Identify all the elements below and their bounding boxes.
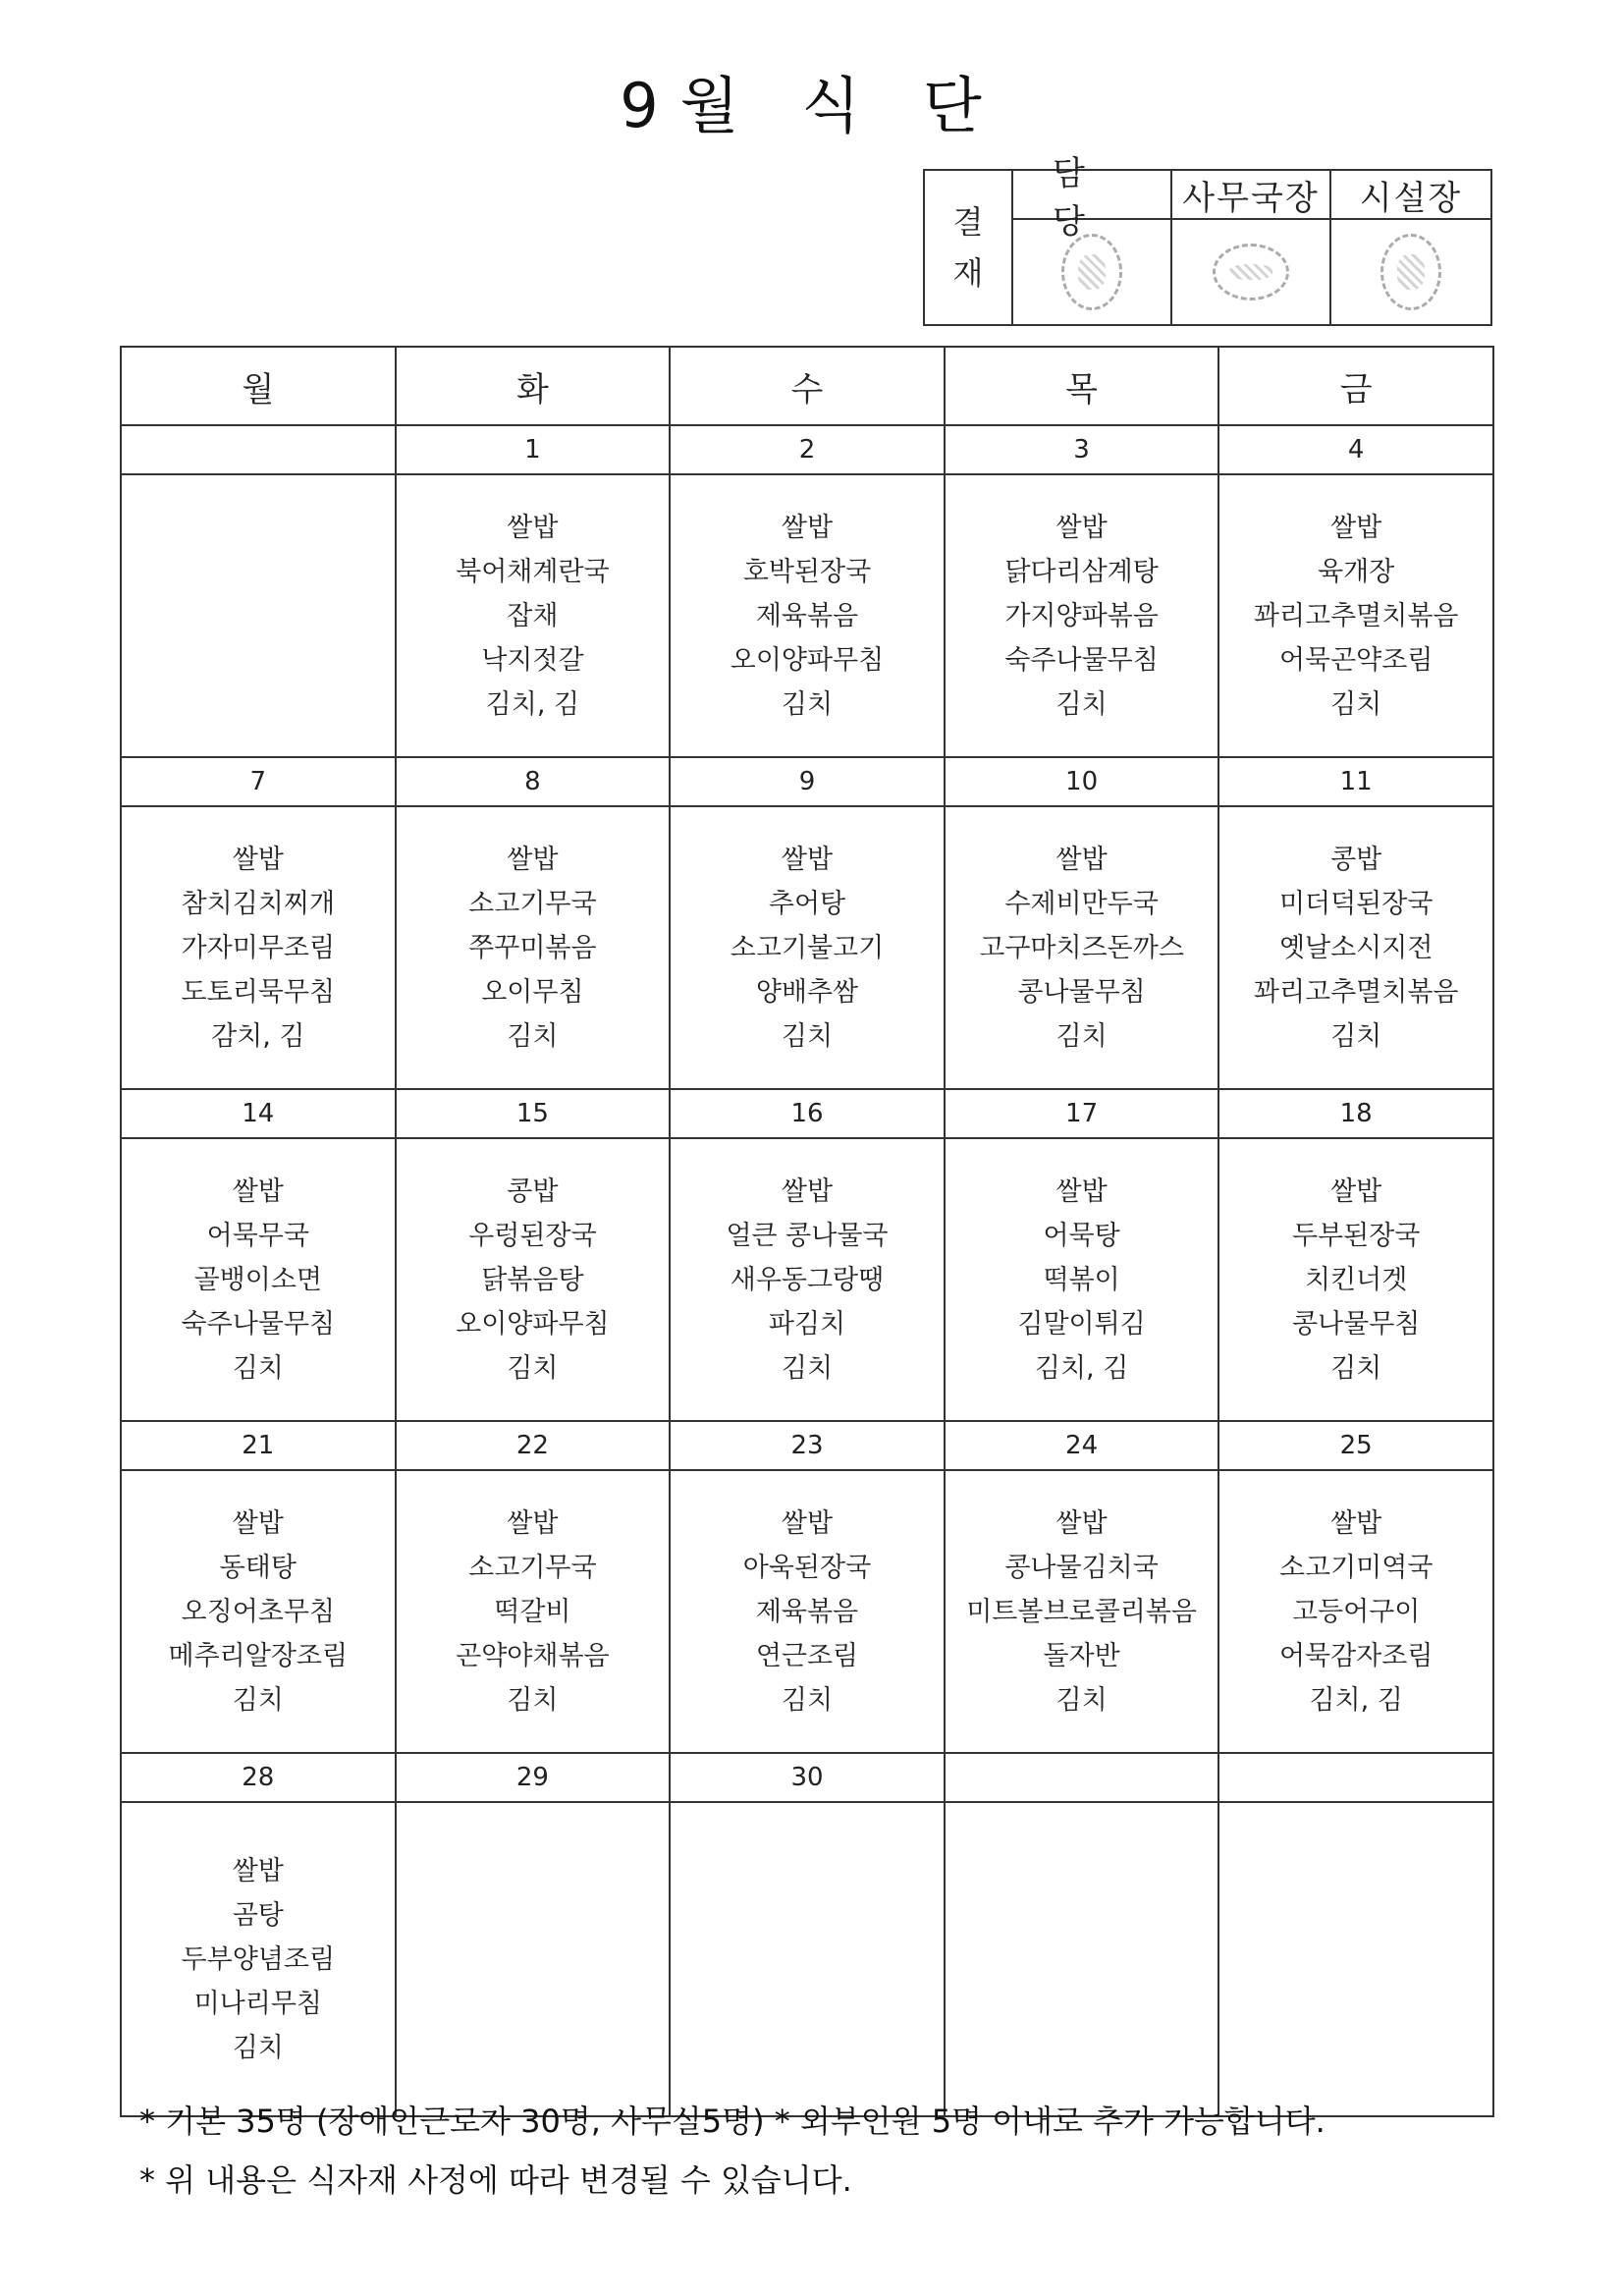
date-cell: 17 <box>945 1089 1219 1138</box>
menu-item: 육개장 <box>1318 556 1395 587</box>
date-row <box>121 1421 1493 1470</box>
menu-item: 김치 <box>232 1684 284 1716</box>
menu-item: 어묵무국 <box>206 1220 309 1251</box>
date-cell: 10 <box>945 757 1219 806</box>
menu-item: 돌자반 <box>1043 1640 1120 1671</box>
menu-item: 어묵탕 <box>1043 1220 1120 1251</box>
menu-item: 연근조림 <box>755 1640 859 1671</box>
menu-item: 콩나물무침 <box>1291 1308 1421 1339</box>
menu-item: 쭈꾸미볶음 <box>468 932 597 963</box>
menu-item: 두부된장국 <box>1291 1220 1421 1251</box>
meal-cell <box>945 474 1219 757</box>
approval-label <box>925 171 1013 324</box>
menu-item: 파김치 <box>768 1308 846 1339</box>
date-row <box>121 1089 1493 1138</box>
menu-item: 고등어구이 <box>1291 1596 1421 1627</box>
meal-cell <box>121 474 396 757</box>
menu-item: 김말이튀김 <box>1017 1308 1146 1339</box>
menu-item: 북어채계란국 <box>456 556 610 587</box>
seal-stamp-icon <box>1061 234 1122 310</box>
approval-label-bottom: 재 <box>952 254 984 292</box>
menu-item: 미나리무침 <box>193 1988 322 2019</box>
meal-row <box>121 806 1493 1089</box>
menu-item: 치킨너겟 <box>1305 1264 1408 1295</box>
menu-item: 김치 <box>781 1352 834 1384</box>
date-cell: 7 <box>121 757 396 806</box>
meal-cell <box>1218 806 1493 1089</box>
meal-cell <box>396 806 671 1089</box>
menu-item: 김치 <box>507 1352 559 1384</box>
date-cell: 21 <box>121 1421 396 1470</box>
menu-item: 가지양파볶음 <box>1004 600 1159 631</box>
menu-item: 꽈리고추멸치볶음 <box>1253 600 1459 631</box>
menu-item: 김치 <box>1055 1684 1108 1716</box>
menu-item: 우렁된장국 <box>468 1220 597 1251</box>
menu-item: 쌀밥 <box>1055 1507 1108 1539</box>
page-title: 9월 식 단 <box>620 70 1003 141</box>
menu-item: 쌀밥 <box>1055 1175 1108 1207</box>
date-cell: 18 <box>1218 1089 1493 1138</box>
menu-item: 오이무침 <box>481 976 584 1008</box>
approval-sign-director <box>1331 220 1490 324</box>
menu-item: 곤약야채볶음 <box>456 1640 610 1671</box>
weekday-mon: 월 <box>121 347 396 425</box>
meal-cell <box>396 1802 671 2116</box>
menu-item: 호박된장국 <box>742 556 872 587</box>
meal-cell <box>670 806 945 1089</box>
meal-cell <box>670 474 945 757</box>
menu-item: 어묵곤약조림 <box>1278 644 1434 676</box>
meal-row <box>121 474 1493 757</box>
menu-item: 쌀밥 <box>1055 512 1108 543</box>
menu-item: 김치 <box>1330 1352 1382 1384</box>
date-cell: 8 <box>396 757 671 806</box>
approval-sign-manager <box>1013 220 1172 324</box>
date-row <box>121 425 1493 474</box>
approval-head-director: 시설장 <box>1331 171 1490 220</box>
menu-item: 쌀밥 <box>781 844 834 875</box>
meal-cell <box>945 1138 1219 1421</box>
approval-head-secretary-general: 사무국장 <box>1172 171 1331 220</box>
menu-item: 제육볶음 <box>755 1596 859 1627</box>
menu-item: 김치 <box>1055 688 1108 720</box>
menu-item: 숙주나물무침 <box>1004 644 1159 676</box>
menu-item: 소고기무국 <box>468 1552 597 1583</box>
date-cell: 9 <box>670 757 945 806</box>
menu-item: 쌀밥 <box>1330 1175 1382 1207</box>
menu-item: 쌀밥 <box>507 1507 559 1539</box>
date-cell: 29 <box>396 1753 671 1802</box>
date-cell: 25 <box>1218 1421 1493 1470</box>
menu-item: 아욱된장국 <box>742 1552 872 1583</box>
menu-item: 김치 <box>232 2032 284 2063</box>
date-cell <box>1218 1753 1493 1802</box>
date-cell <box>945 1753 1219 1802</box>
date-row <box>121 757 1493 806</box>
menu-item: 오이양파무침 <box>730 644 885 676</box>
menu-item: 쌀밥 <box>1055 844 1108 875</box>
menu-item: 김치, 김 <box>1034 1352 1129 1384</box>
date-cell: 28 <box>121 1753 396 1802</box>
menu-item: 잡채 <box>507 600 559 631</box>
date-cell: 14 <box>121 1089 396 1138</box>
meal-cell <box>945 1470 1219 1753</box>
menu-item: 쌀밥 <box>1330 1507 1382 1539</box>
meal-cell <box>1218 1802 1493 2116</box>
date-cell: 24 <box>945 1421 1219 1470</box>
date-cell <box>121 425 396 474</box>
menu-item: 콩나물무침 <box>1017 976 1146 1008</box>
date-cell: 30 <box>670 1753 945 1802</box>
meal-cell <box>945 806 1219 1089</box>
menu-item: 쌀밥 <box>781 1507 834 1539</box>
menu-item: 콩밥 <box>1330 844 1382 875</box>
menu-item: 두부양념조림 <box>181 1943 336 1975</box>
menu-item: 동태탕 <box>219 1552 297 1583</box>
menu-item: 김치 <box>1055 1020 1108 1052</box>
menu-item: 닭볶음탕 <box>481 1264 584 1295</box>
meal-cell <box>1218 474 1493 757</box>
menu-item: 쌀밥 <box>232 844 284 875</box>
menu-item: 쌀밥 <box>507 512 559 543</box>
menu-item: 김치, 김 <box>485 688 580 720</box>
date-cell: 22 <box>396 1421 671 1470</box>
menu-item: 미더덕된장국 <box>1278 888 1434 919</box>
menu-item: 김치 <box>507 1020 559 1052</box>
date-cell: 11 <box>1218 757 1493 806</box>
weekday-fri: 금 <box>1218 347 1493 425</box>
meal-cell <box>1218 1138 1493 1421</box>
meal-cell <box>396 1470 671 1753</box>
note-line: * 기본 35명 (장애인근로자 30명, 사무실5명) * 외부인원 5명 이내로 추가 가능합니다. <box>139 2103 1325 2140</box>
menu-item: 미트볼브로콜리볶음 <box>966 1596 1197 1627</box>
meal-cell <box>670 1138 945 1421</box>
menu-item: 골뱅이소면 <box>193 1264 322 1295</box>
menu-item: 도토리묵무침 <box>181 976 336 1008</box>
menu-item: 김치 <box>232 1352 284 1384</box>
date-cell: 1 <box>396 425 671 474</box>
menu-item: 김치 <box>1330 688 1382 720</box>
menu-item: 소고기불고기 <box>730 932 885 963</box>
menu-table <box>120 346 1494 2117</box>
menu-item: 수제비만두국 <box>1004 888 1159 919</box>
menu-item: 오이양파무침 <box>456 1308 610 1339</box>
menu-item: 쌀밥 <box>232 1507 284 1539</box>
menu-item: 콩밥 <box>507 1175 559 1207</box>
menu-item: 참치김치찌개 <box>181 888 336 919</box>
approval-box <box>923 154 1492 326</box>
date-cell: 16 <box>670 1089 945 1138</box>
date-row <box>121 1753 1493 1802</box>
menu-item: 쌀밥 <box>232 1175 284 1207</box>
approval-sign-secretary-general <box>1172 220 1331 324</box>
meal-cell <box>121 1470 396 1753</box>
menu-item: 소고기무국 <box>468 888 597 919</box>
seal-stamp-icon <box>1380 234 1441 310</box>
menu-body <box>121 425 1493 2116</box>
menu-item: 떡갈비 <box>494 1596 571 1627</box>
menu-item: 메추리알장조림 <box>168 1640 349 1671</box>
menu-item: 오징어초무침 <box>181 1596 336 1627</box>
menu-item: 감치, 김 <box>211 1020 305 1052</box>
approval-label-top: 결 <box>952 203 984 241</box>
menu-item: 어묵감자조림 <box>1278 1640 1434 1671</box>
menu-item: 콩나물김치국 <box>1004 1552 1159 1583</box>
note-line: * 위 내용은 식자재 사정에 따라 변경될 수 있습니다. <box>139 2161 852 2199</box>
meal-cell <box>396 1138 671 1421</box>
weekday-tue: 화 <box>396 347 671 425</box>
meal-cell <box>121 1802 396 2116</box>
menu-item: 김치 <box>781 688 834 720</box>
menu-item: 옛날소시지전 <box>1278 932 1434 963</box>
menu-item: 김치 <box>781 1684 834 1716</box>
menu-item: 낙지젓갈 <box>481 644 584 676</box>
meal-row <box>121 1138 1493 1421</box>
date-cell: 4 <box>1218 425 1493 474</box>
menu-item: 쌀밥 <box>781 1175 834 1207</box>
meal-cell <box>121 806 396 1089</box>
date-cell: 15 <box>396 1089 671 1138</box>
menu-item: 숙주나물무침 <box>181 1308 336 1339</box>
meal-row <box>121 1470 1493 1753</box>
menu-item: 추어탕 <box>768 888 846 919</box>
menu-item: 떡볶이 <box>1043 1264 1120 1295</box>
menu-item: 얼큰 콩나물국 <box>726 1220 889 1251</box>
seal-stamp-icon <box>1213 244 1289 301</box>
menu-item: 쌀밥 <box>507 844 559 875</box>
meal-cell <box>670 1470 945 1753</box>
weekday-thu: 목 <box>945 347 1219 425</box>
menu-item: 닭다리삼계탕 <box>1004 556 1159 587</box>
weekday-header-row <box>121 347 1493 425</box>
menu-item: 양배추쌈 <box>755 976 859 1008</box>
weekday-wed: 수 <box>670 347 945 425</box>
menu-item: 쌀밥 <box>781 512 834 543</box>
menu-item: 소고기미역국 <box>1278 1552 1434 1583</box>
notes <box>139 2092 1494 2210</box>
menu-item: 김치 <box>1330 1020 1382 1052</box>
menu-item: 가자미무조림 <box>181 932 336 963</box>
menu-item: 쌀밥 <box>1330 512 1382 543</box>
menu-item: 꽈리고추멸치볶음 <box>1253 976 1459 1008</box>
meal-cell <box>670 1802 945 2116</box>
menu-item: 김치, 김 <box>1309 1684 1403 1716</box>
menu-item: 고구마치즈돈까스 <box>979 932 1184 963</box>
meal-cell <box>945 1802 1219 2116</box>
date-cell: 23 <box>670 1421 945 1470</box>
date-cell: 2 <box>670 425 945 474</box>
menu-item: 곰탕 <box>232 1899 284 1931</box>
menu-item: 새우동그랑땡 <box>730 1264 885 1295</box>
meal-cell <box>396 474 671 757</box>
menu-item: 김치 <box>507 1684 559 1716</box>
meal-cell <box>121 1138 396 1421</box>
meal-cell <box>1218 1470 1493 1753</box>
menu-item: 쌀밥 <box>232 1855 284 1886</box>
meal-row <box>121 1802 1493 2116</box>
menu-item: 김치 <box>781 1020 834 1052</box>
date-cell: 3 <box>945 425 1219 474</box>
menu-item: 제육볶음 <box>755 600 859 631</box>
approval-head-manager: 담 당 <box>1013 171 1172 220</box>
